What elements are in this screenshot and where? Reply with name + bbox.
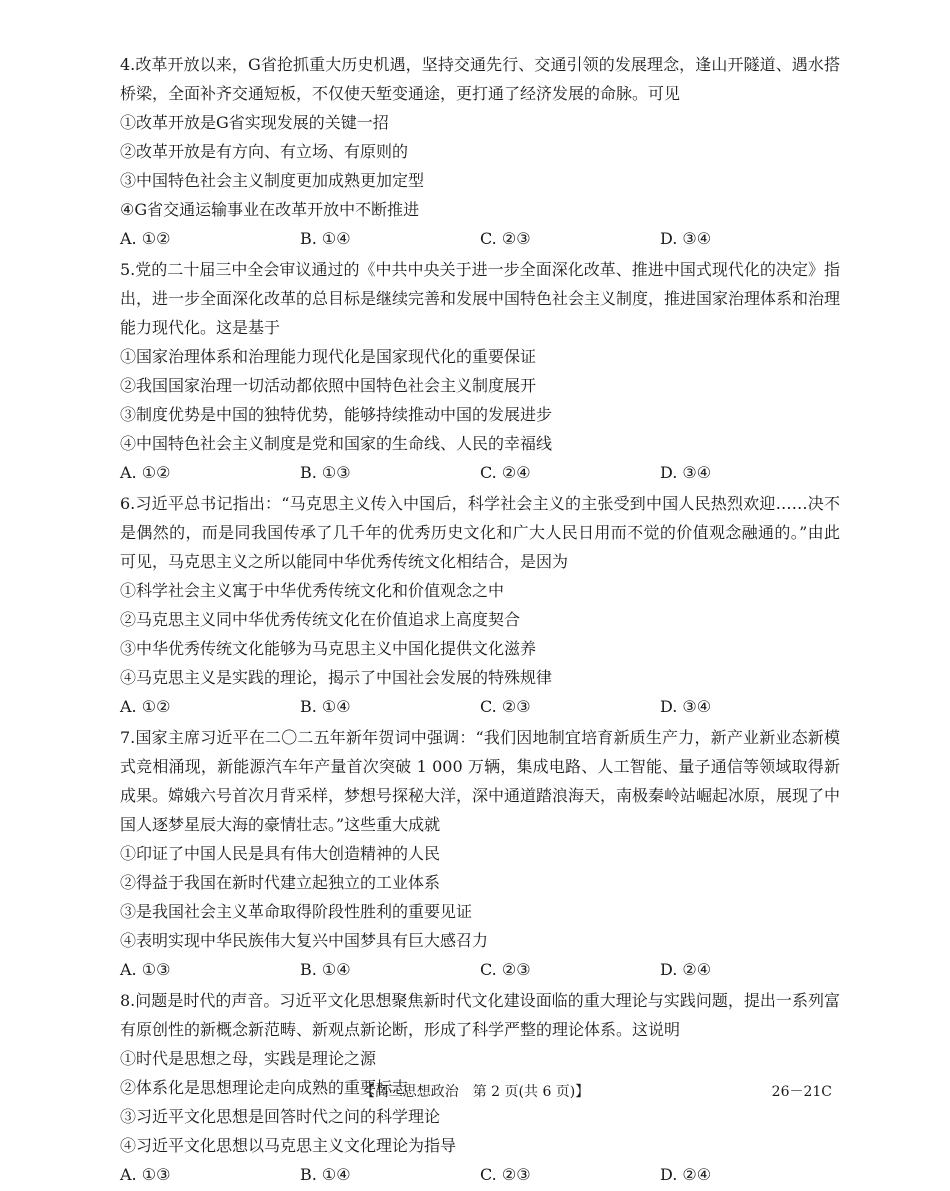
choice-c: C. ②④: [480, 463, 531, 482]
choice-b: B. ①④: [300, 697, 351, 716]
choice-d: D. ②④: [660, 960, 712, 979]
question-stem: 4.改革开放以来，G省抢抓重大历史机遇，坚持交通先行、交通引领的发展理念，逢山开隧道、遇水搭桥梁，全面补齐交通短板，不仅使天堑变通途，更打通了经济发展的命脉。可见: [120, 55, 840, 103]
choice-a: A. ①②: [120, 463, 171, 482]
option-item: ①改革开放是G省实现发展的关键一招: [120, 113, 389, 132]
answer-choices: [120, 955, 840, 984]
question-6: [120, 489, 840, 721]
option-item: ③是我国社会主义革命取得阶段性胜利的重要见证: [120, 902, 473, 921]
answer-choices: [120, 1160, 840, 1189]
choice-b: B. ①④: [300, 1165, 351, 1184]
question-stem: 5.党的二十届三中全会审议通过的《中共中央关于进一步全面深化改革、推进中国式现代化的决定》指出，进一步全面深化改革的总目标是继续完善和发展中国特色社会主义制度，推进国家治理体系和治理能力现代化。这是基于: [120, 260, 841, 337]
option-item: ③制度优势是中国的独特优势，能够持续推动中国的发展进步: [120, 405, 553, 424]
choice-d: D. ③④: [660, 463, 712, 482]
choice-d: D. ③④: [660, 697, 712, 716]
choice-c: C. ②③: [480, 960, 531, 979]
choice-b: B. ①④: [300, 229, 351, 248]
option-item: ④习近平文化思想以马克思主义文化理论为指导: [120, 1136, 457, 1155]
question-5: [120, 255, 840, 487]
option-item: ①时代是思想之母，实践是理论之源: [120, 1049, 377, 1068]
choice-b: B. ①④: [300, 960, 351, 979]
choice-d: D. ③④: [660, 229, 712, 248]
choice-c: C. ②③: [480, 1165, 531, 1184]
answer-choices: [120, 458, 840, 487]
question-4: [120, 50, 840, 253]
choice-a: A. ①②: [120, 229, 171, 248]
option-item: ②我国国家治理一切活动都依照中国特色社会主义制度展开: [120, 376, 537, 395]
option-item: ③习近平文化思想是回答时代之问的科学理论: [120, 1107, 441, 1126]
option-item: ②得益于我国在新时代建立起独立的工业体系: [120, 873, 441, 892]
option-item: ①印证了中国人民是具有伟大创造精神的人民: [120, 844, 441, 863]
option-item: ④中国特色社会主义制度是党和国家的生命线、人民的幸福线: [120, 434, 553, 453]
question-7: [120, 723, 840, 984]
choice-d: D. ②④: [660, 1165, 712, 1184]
option-item: ③中国特色社会主义制度更加成熟更加定型: [120, 171, 425, 190]
option-item: ①科学社会主义寓于中华优秀传统文化和价值观念之中: [120, 581, 505, 600]
choice-a: A. ①③: [120, 960, 171, 979]
footer-code: 26－21C: [771, 1084, 832, 1100]
option-item: ④马克思主义是实践的理论，揭示了中国社会发展的特殊规律: [120, 668, 553, 687]
answer-choices: [120, 224, 840, 253]
choice-a: A. ①③: [120, 1165, 171, 1184]
answer-choices: [120, 692, 840, 721]
footer-page-info: 【高三思想政治 第 2 页(共 6 页)】: [360, 1084, 590, 1100]
option-item: ④表明实现中华民族伟大复兴中国梦具有巨大感召力: [120, 931, 489, 950]
question-stem: 6.习近平总书记指出：“马克思主义传入中国后，科学社会主义的主张受到中国人民热烈欢迎……决不是偶然的，而是同我国传承了几千年的优秀历史文化和广大人民日用而不觉的价值观念融通的。”由此可见，马克思主义之所以能同中华优秀传统文化相结合，是因为: [120, 494, 840, 571]
choice-c: C. ②③: [480, 697, 531, 716]
option-item: ③中华优秀传统文化能够为马克思主义中国化提供文化滋养: [120, 639, 537, 658]
choice-a: A. ①②: [120, 697, 171, 716]
option-item: ②体系化是思想理论走向成熟的重要标志: [120, 1078, 409, 1097]
choice-b: B. ①③: [300, 463, 351, 482]
choice-c: C. ②③: [480, 229, 531, 248]
option-item: ②改革开放是有方向、有立场、有原则的: [120, 142, 409, 161]
option-item: ④G省交通运输事业在改革开放中不断推进: [120, 200, 420, 219]
question-list: [120, 50, 840, 1191]
question-stem: 8.问题是时代的声音。习近平文化思想聚焦新时代文化建设面临的重大理论与实践问题，提出一系列富有原创性的新概念新范畴、新观点新论断，形成了科学严整的理论体系。这说明: [120, 991, 840, 1039]
question-stem: 7.国家主席习近平在二〇二五年新年贺词中强调：“我们因地制宜培育新质生产力，新产业新业态新模式竞相涌现，新能源汽车年产量首次突破 1 000 万辆，集成电路、人工智能、量子通信等领域取得新成果。嫦娥六号首次月背采样，梦想号探秘大洋，深中通道踏浪海天，南极秦岭站崛起冰原，展现了中国人逐梦星辰大海的豪情壮志。”这些重大成就: [120, 728, 841, 834]
option-item: ①国家治理体系和治理能力现代化是国家现代化的重要保证: [120, 347, 537, 366]
option-item: ②马克思主义同中华优秀传统文化在价值追求上高度契合: [120, 610, 521, 629]
